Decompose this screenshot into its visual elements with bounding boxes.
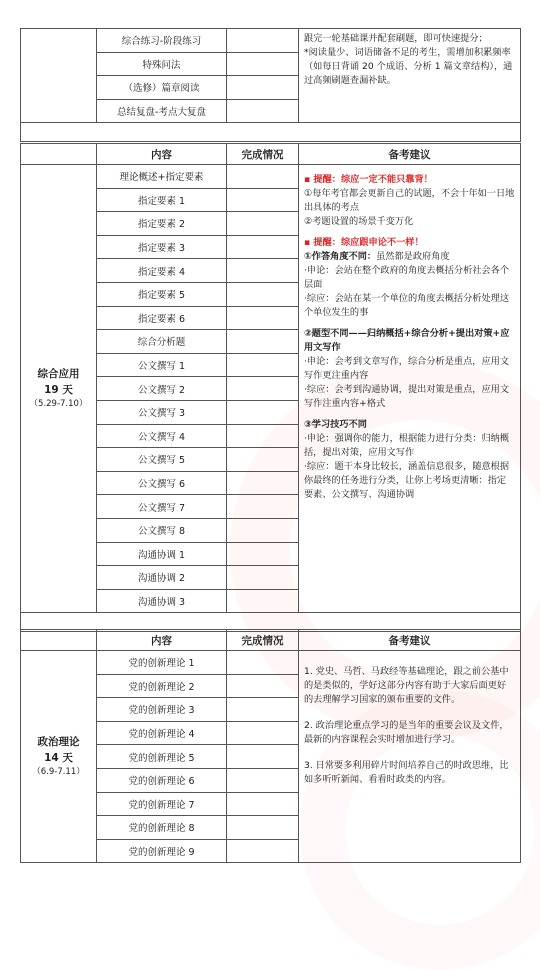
advice-line: ·申论：强调你的能力，根据能力进行分类：归纳概括，提出对策，应用文写作	[304, 432, 510, 458]
status-cell[interactable]	[227, 471, 299, 495]
point-1-rest: 虽然都是政府角度	[376, 250, 450, 262]
task-item: 党的创新理论 4	[97, 721, 227, 745]
header-advice: 备考建议	[299, 630, 521, 651]
section-title: 综合应用	[37, 367, 80, 380]
task-item: 沟通协调 2	[97, 566, 227, 590]
status-cell[interactable]	[227, 674, 299, 698]
task-item: 指定要素 5	[97, 282, 227, 306]
task-item: 指定要素 3	[97, 235, 227, 259]
header-status: 完成情况	[227, 144, 299, 165]
advice-line: ·综应：会站在某一个单位的角度去概括分析处理这个单位发生的事	[304, 292, 510, 318]
point-1-heading	[304, 250, 515, 264]
point-2-title: ②题型不同——归纳概括+综合分析+提出对策+应用文写作	[304, 327, 510, 353]
status-cell[interactable]	[227, 188, 299, 212]
task-item: 公文撰写 4	[97, 424, 227, 448]
task-item: 党的创新理论 6	[97, 768, 227, 792]
header-advice: 备考建议	[299, 144, 521, 165]
status-cell[interactable]	[227, 792, 299, 816]
task-item: 党的创新理论 1	[97, 651, 227, 675]
advice-paragraph: 1. 党史、马哲、马政经等基础理论，跟之前公基中的是类似的，学好这部分内容有助于大家后面更好的去理解学习国家的颁布重要的文件。	[304, 666, 509, 705]
top-section-label-cell	[21, 29, 97, 123]
status-cell[interactable]	[227, 542, 299, 566]
task-item: 特殊问法	[97, 52, 227, 76]
task-item: 综合练习-阶段练习	[97, 29, 227, 53]
task-item: 指定要素 6	[97, 306, 227, 330]
reminder-2: ▪ 提醒：综应跟申论不一样！	[304, 236, 424, 248]
task-item: 公文撰写 5	[97, 448, 227, 472]
task-item: 指定要素 4	[97, 259, 227, 283]
status-cell[interactable]	[227, 99, 299, 123]
section-zzll-advice	[299, 651, 521, 863]
point-3-title: ③学习技巧不同	[304, 418, 367, 430]
advice-line: ②考题设置的场景千变万化	[304, 215, 414, 227]
task-item: （选修）篇章阅读	[97, 76, 227, 100]
task-item: 党的创新理论 3	[97, 698, 227, 722]
advice-line: *阅读量少、词语储备不足的考生，需增加积累频率（如每日背诵 20 个成语、分析 1 篇文章结构），通过高频刷题查漏补缺。	[304, 46, 513, 86]
status-cell[interactable]	[227, 721, 299, 745]
status-cell[interactable]	[227, 353, 299, 377]
status-cell[interactable]	[227, 400, 299, 424]
section-label-zzll	[21, 651, 97, 863]
advice-line: ·综应：会考到沟通协调，提出对策是重点，应用文写作注重内容+格式	[304, 383, 510, 409]
task-item: 党的创新理论 2	[97, 674, 227, 698]
header-empty	[21, 630, 97, 651]
status-cell[interactable]	[227, 235, 299, 259]
status-cell[interactable]	[227, 448, 299, 472]
status-cell[interactable]	[227, 651, 299, 675]
section-days: 14 天	[44, 752, 73, 765]
task-item: 总结复盘-考点大复盘	[97, 99, 227, 123]
status-cell[interactable]	[227, 745, 299, 769]
section-dates: （5.29-7.10）	[29, 399, 88, 410]
status-cell[interactable]	[227, 76, 299, 100]
section-days: 19 天	[44, 384, 73, 397]
top-section-table	[20, 28, 521, 142]
task-item: 指定要素 1	[97, 188, 227, 212]
task-item: 沟通协调 3	[97, 589, 227, 613]
task-item: 公文撰写 3	[97, 400, 227, 424]
section-zhyy-advice	[299, 165, 521, 613]
status-cell[interactable]	[227, 282, 299, 306]
advice-line: ①每年考官都会更新自己的试题，不会十年如一日地出具体的考点	[304, 187, 515, 213]
header-empty	[21, 144, 97, 165]
section-zhyy-table	[20, 143, 521, 632]
status-cell[interactable]	[227, 165, 299, 189]
header-content: 内容	[97, 144, 227, 165]
status-cell[interactable]	[227, 839, 299, 863]
status-cell[interactable]	[227, 589, 299, 613]
advice-line: ·申论：会考到文章写作，综合分析是重点，应用文写作更注重内容	[304, 355, 510, 381]
reminder-1: ▪ 提醒：综应一定不能只靠背！	[304, 174, 433, 185]
advice-line: ·综应：题干本身比较长，涵盖信息很多，随意根据你最终的任务进行分类，让你上考场更清晰：指定要素、公文撰写、沟通协调	[304, 460, 510, 500]
top-section-advice	[299, 29, 521, 123]
task-item: 党的创新理论 5	[97, 745, 227, 769]
task-item: 公文撰写 6	[97, 471, 227, 495]
task-item: 党的创新理论 7	[97, 792, 227, 816]
status-cell[interactable]	[227, 212, 299, 236]
status-cell[interactable]	[227, 424, 299, 448]
section-label-zhyy	[21, 165, 97, 613]
status-cell[interactable]	[227, 29, 299, 53]
status-cell[interactable]	[227, 52, 299, 76]
header-content: 内容	[97, 630, 227, 651]
status-cell[interactable]	[227, 377, 299, 401]
section-dates: （6.9-7.11）	[32, 767, 85, 778]
task-item: 指定要素 2	[97, 212, 227, 236]
task-item: 公文撰写 8	[97, 518, 227, 542]
status-cell[interactable]	[227, 518, 299, 542]
advice-paragraph: 2. 政治理论重点学习的是当年的重要会议及文件，最新的内容课程会实时增加进行学习。	[304, 719, 509, 745]
task-item: 公文撰写 7	[97, 495, 227, 519]
point-1-title: ①作答角度不同：	[304, 250, 377, 262]
status-cell[interactable]	[227, 816, 299, 840]
section-title: 政治理论	[37, 735, 80, 748]
task-item: 理论概述+指定要素	[97, 165, 227, 189]
status-cell[interactable]	[227, 566, 299, 590]
advice-line: ·申论：会站在整个政府的角度去概括分析社会各个层面	[304, 264, 510, 290]
status-cell[interactable]	[227, 259, 299, 283]
task-item: 公文撰写 1	[97, 353, 227, 377]
task-item: 党的创新理论 9	[97, 839, 227, 863]
task-item: 党的创新理论 8	[97, 816, 227, 840]
task-item: 沟通协调 1	[97, 542, 227, 566]
section-zzll-table	[20, 629, 521, 863]
task-item: 公文撰写 2	[97, 377, 227, 401]
status-cell[interactable]	[227, 698, 299, 722]
status-cell[interactable]	[227, 768, 299, 792]
separator-row	[21, 123, 521, 142]
status-cell[interactable]	[227, 495, 299, 519]
advice-line: 跟完一轮基础课并配套刷题，即可快速提分；	[304, 33, 488, 44]
task-item: 综合分析题	[97, 330, 227, 354]
advice-paragraph: 3. 日常要多利用碎片时间培养自己的时政思维，比如多听听新闻、看看时政类的内容。	[304, 759, 509, 785]
status-cell[interactable]	[227, 306, 299, 330]
status-cell[interactable]	[227, 330, 299, 354]
header-status: 完成情况	[227, 630, 299, 651]
